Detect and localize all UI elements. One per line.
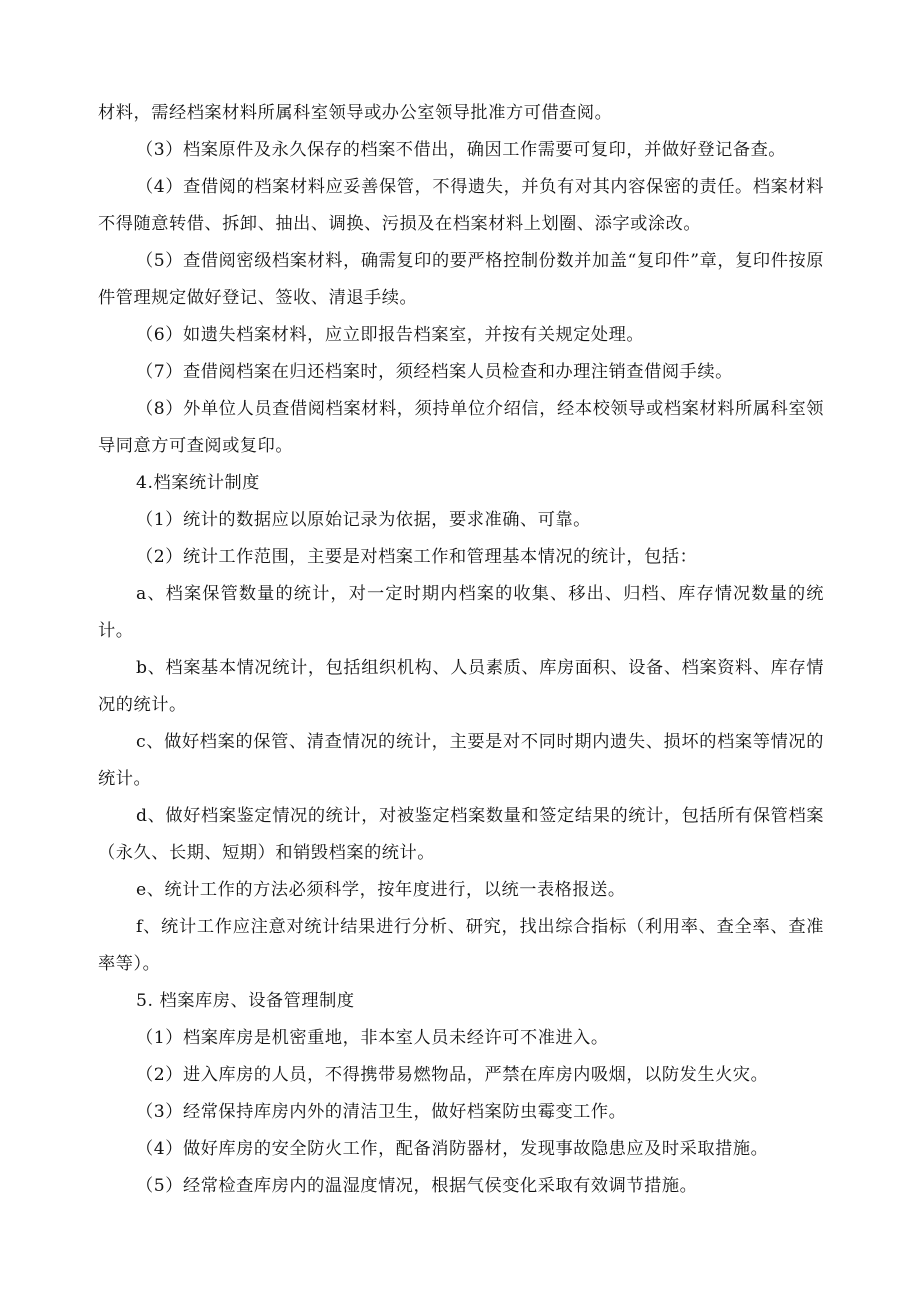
paragraph-stat-b: b、档案基本情况统计，包括组织机构、人员素质、库房面积、设备、档案资料、库存情况的统计。 (98, 658, 824, 715)
paragraph-item-8: （8）外单位人员查借阅档案材料，须持单位介绍信，经本校领导或档案材料所属科室领导同意方可查阅或复印。 (98, 399, 824, 456)
paragraph-continuation: 材料，需经档案材料所属科室领导或办公室领导批准方可借查阅。 (98, 103, 613, 123)
paragraph-stat-item-1: （1）统计的数据应以原始记录为依据，要求准确、可靠。 (136, 510, 591, 530)
paragraph-item-7: （7）查借阅档案在归还档案时，须经档案人员检查和办理注销查借阅手续。 (136, 362, 733, 382)
paragraph-stat-item-2: （2）统计工作范围，主要是对档案工作和管理基本情况的统计，包括： (136, 547, 698, 567)
paragraph-stat-d: d、做好档案鉴定情况的统计，对被鉴定档案数量和签定结果的统计，包括所有保管档案（永久、长期、短期）和销毁档案的统计。 (98, 806, 824, 863)
paragraph-storage-item-4: （4）做好库房的安全防火工作，配备消防器材，发现事故隐患应及时采取措施。 (136, 1139, 769, 1159)
paragraph-item-3: （3）档案原件及永久保存的档案不借出，确因工作需要可复印，并做好登记备查。 (136, 140, 787, 160)
paragraph-storage-item-2: （2）进入库房的人员，不得携带易燃物品，严禁在库房内吸烟，以防发生火灾。 (136, 1065, 769, 1085)
paragraph-storage-item-1: （1）档案库房是机密重地，非本室人员未经许可不准进入。 (136, 1028, 609, 1048)
paragraph-item-6: （6）如遗失档案材料，应立即报告档案室，并按有关规定处理。 (136, 325, 645, 345)
paragraph-stat-f: f、统计工作应注意对统计结果进行分析、研究，找出综合指标（利用率、查全率、查准率等）。 (98, 917, 824, 974)
section-heading-storage: 5. 档案库房、设备管理制度 (136, 991, 355, 1011)
paragraph-storage-item-3: （3）经常保持库房内外的清洁卫生，做好档案防虫霉变工作。 (136, 1102, 627, 1122)
section-heading-statistics: 4.档案统计制度 (136, 473, 260, 493)
paragraph-stat-a: a、档案保管数量的统计，对一定时期内档案的收集、移出、归档、库存情况数量的统计。 (98, 584, 824, 641)
paragraph-item-5: （5）查借阅密级档案材料，确需复印的要严格控制份数并加盖“复印件”章，复印件按原件管理规定做好登记、签收、清退手续。 (98, 251, 824, 308)
paragraph-storage-item-5: （5）经常检查库房内的温湿度情况，根据气侯变化采取有效调节措施。 (136, 1176, 698, 1196)
paragraph-stat-c: c、做好档案的保管、清查情况的统计，主要是对不同时期内遗失、损坏的档案等情况的统计。 (98, 732, 824, 789)
paragraph-item-4: （4）查借阅的档案材料应妥善保管，不得遗失，并负有对其内容保密的责任。档案材料不得随意转借、拆卸、抽出、调换、污损及在档案材料上划圈、添字或涂改。 (98, 177, 824, 234)
paragraph-stat-e: e、统计工作的方法必须科学，按年度进行，以统一表格报送。 (136, 880, 626, 900)
